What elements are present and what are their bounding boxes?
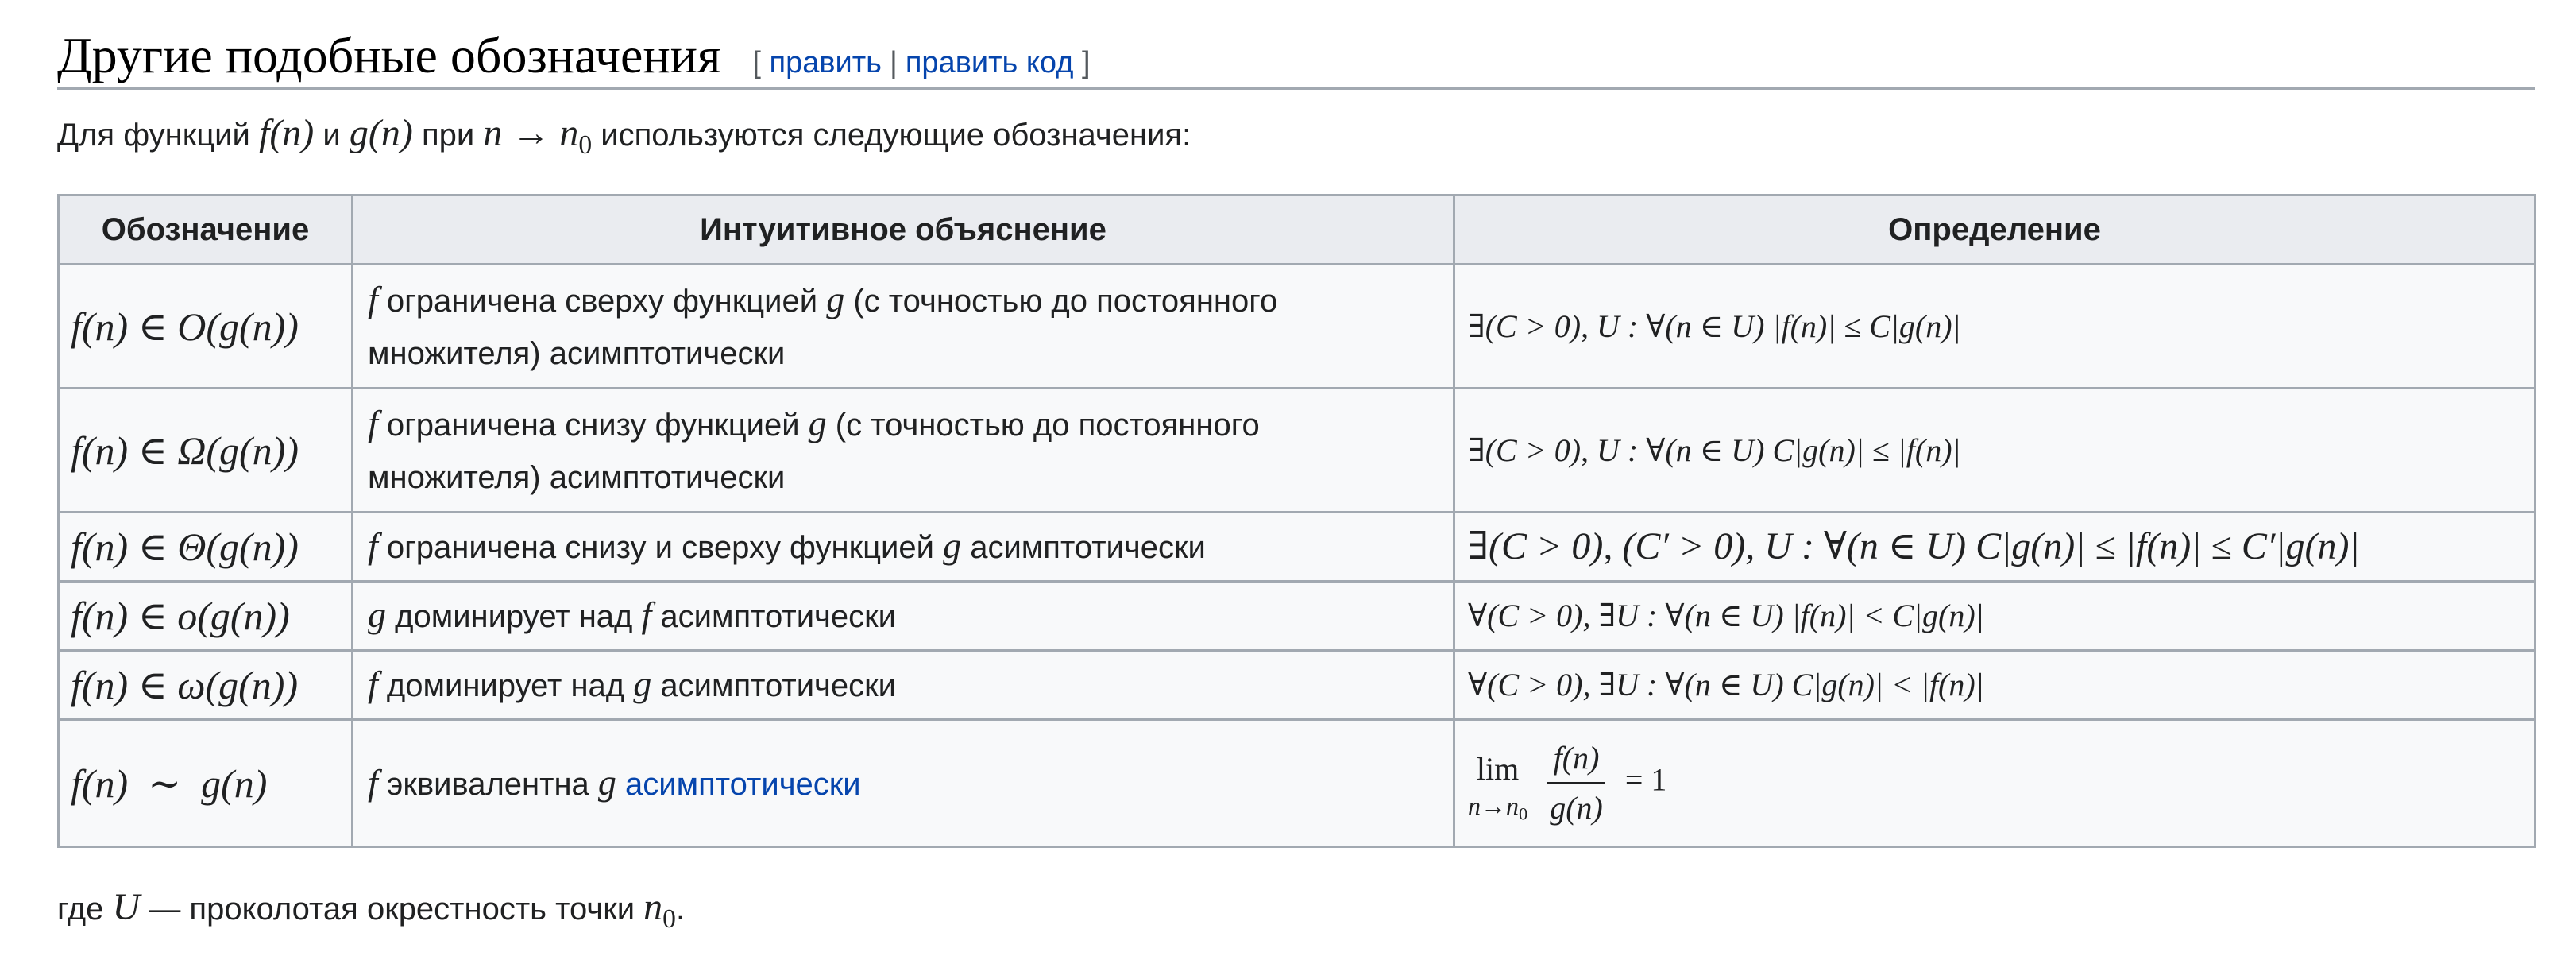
edit-bracket-open: [ [752,46,761,79]
definition-cell [1454,720,2535,847]
notation-cell: f(n) ∈ Θ(g(n)) [59,513,353,582]
notation-cell: f(n) ∈ o(g(n)) [59,582,353,651]
intro-paragraph [57,110,1191,159]
asymptotic-link[interactable]: асимптотически [625,766,861,802]
edit-section-links [752,46,1090,80]
intro-suffix: используются следующие обозначения: [601,118,1191,153]
footer-note [57,884,685,933]
intro-prefix: Для функций [57,118,250,153]
limit-operator: lim $n\to n_0$ [1468,750,1528,824]
explanation-cell: g доминирует над f асимптотически [353,582,1454,651]
edit-code-link[interactable]: править код [905,46,1074,79]
edit-bracket-close: ] [1081,46,1091,79]
intro-g: g(n) [349,112,413,154]
intro-f: f(n) [258,112,315,154]
notation-cell: f(n) ∈ Ω(g(n)) [59,389,353,513]
notation-table [57,194,2536,848]
notation-cell: f(n) ∈ O(g(n)) [59,265,353,389]
footer-end: . [675,892,686,927]
explanation-cell: f ограничена сверху функцией g (с точностью до постоянного множителя) асимптотически [353,265,1454,389]
header-notation: Обозначение [59,195,353,265]
definition-cell: ∀(C > 0), ∃U : ∀(n ∈ U) |f(n)| < C|g(n)| [1454,582,2535,651]
header-explanation: Интуитивное объяснение [353,195,1454,265]
definition-cell: ∃(C > 0), (C′ > 0), U : ∀(n ∈ U) C|g(n)| ≤ |f(n)| ≤ C′|g(n)| [1454,513,2535,582]
table-row [59,720,2535,847]
section-heading [57,24,2535,90]
table-row [59,582,2535,651]
explanation-cell: f эквивалентна g асимптотически [353,720,1454,847]
definition-cell: ∃(C > 0), U : ∀(n ∈ U) C|g(n)| ≤ |f(n)| [1454,389,2535,513]
table-header-row [59,195,2535,265]
definition-cell: ∀(C > 0), ∃U : ∀(n ∈ U) C|g(n)| < |f(n)| [1454,651,2535,720]
explanation-cell: f ограничена снизу функцией g (с точностью до постоянного множителя) асимптотически [353,389,1454,513]
footer-prefix: где [57,892,104,927]
notation-cell: f(n) ∈ ω(g(n)) [59,651,353,720]
table-row [59,389,2535,513]
intro-and: и [322,118,341,153]
definition-cell: ∃(C > 0), U : ∀(n ∈ U) |f(n)| ≤ C|g(n)| [1454,265,2535,389]
table-row [59,513,2535,582]
section-title: Другие подобные обозначения [57,27,721,83]
notation-cell: f(n) ∼ g(n) [59,720,353,847]
intro-when: при [421,118,475,153]
explanation-cell: f доминирует над g асимптотически [353,651,1454,720]
edit-separator: | [889,46,898,79]
footer-n0: $n_0$ [643,886,676,935]
table-row [59,265,2535,389]
limit-result: = 1 [1624,761,1667,798]
footer-U: U [112,886,141,928]
table-row [59,651,2535,720]
edit-link[interactable]: править [769,46,882,79]
explanation-cell: f ограничена снизу и сверху функцией g асимптотически [353,513,1454,582]
fraction: $\frac{f(n)}{g(n)}$ [1543,734,1609,832]
footer-text: — проколотая окрестность точки [149,892,635,927]
intro-limit: $n \to n_0$ [483,112,593,161]
header-definition: Определение [1454,195,2535,265]
